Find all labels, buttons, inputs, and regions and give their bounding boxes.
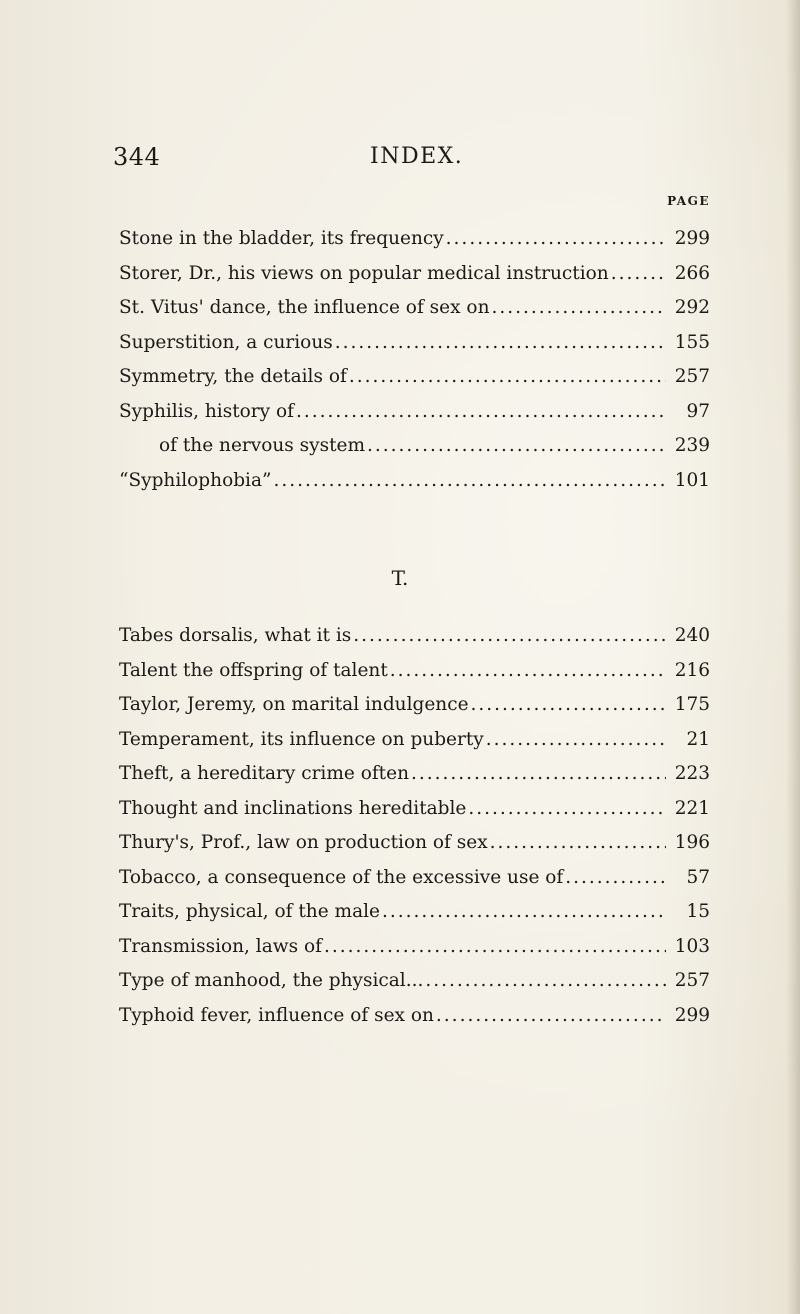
index-entry-page: 196 xyxy=(674,832,710,853)
index-entry-term: Theft, a hereditary crime often xyxy=(119,763,409,784)
dot-leader xyxy=(353,619,666,654)
index-entry-page: 57 xyxy=(686,866,710,888)
index-entry xyxy=(119,861,710,896)
index-entry xyxy=(119,360,710,395)
index-entry-page: 155 xyxy=(674,331,710,353)
index-entry-page: 292 xyxy=(674,297,710,318)
index-entry-term: Taylor, Jeremy, on marital indulgence xyxy=(119,694,469,715)
index-entry-page: 21 xyxy=(686,728,710,750)
index-entry-page: 101 xyxy=(674,469,710,491)
index-entry xyxy=(119,326,710,361)
running-head: INDEX. xyxy=(370,144,464,169)
index-entry-page: 223 xyxy=(674,763,710,784)
index-entry xyxy=(119,464,710,499)
dot-leader xyxy=(335,326,666,361)
index-entry-page: 216 xyxy=(674,659,710,681)
dot-leader xyxy=(491,291,666,326)
index-section-t xyxy=(119,619,710,1033)
index-entry-term: Syphilis, history of xyxy=(119,400,294,422)
index-entry-term: Storer, Dr., his views on popular medical instruction xyxy=(119,262,609,284)
dot-leader xyxy=(390,654,666,689)
dot-leader xyxy=(273,464,666,499)
index-entry xyxy=(119,964,710,999)
index-entry-term: Temperament, its influence on puberty xyxy=(119,728,484,750)
dot-leader xyxy=(411,757,666,792)
index-entry-term: Talent the offspring of talent xyxy=(119,659,388,681)
page-edge-shadow xyxy=(786,0,800,1314)
index-entry xyxy=(119,930,710,965)
index-entry-term: of the nervous system xyxy=(159,435,365,456)
index-entry-term: Symmetry, the details of xyxy=(119,366,347,387)
index-entry-term: Typhoid fever, influence of sex on xyxy=(119,1004,434,1026)
dot-leader xyxy=(446,222,666,257)
page-header xyxy=(113,142,713,172)
dot-leader xyxy=(468,792,666,827)
index-entry-page: 299 xyxy=(674,1004,710,1026)
index-entry xyxy=(119,688,710,723)
index-entry-page: 257 xyxy=(674,970,710,991)
index-entry xyxy=(119,723,710,758)
index-entry-term: Tabes dorsalis, what it is xyxy=(119,625,352,646)
index-entry xyxy=(119,395,710,430)
dot-leader xyxy=(490,826,666,861)
dot-leader xyxy=(425,964,666,999)
index-entry-term: Traits, physical, of the male xyxy=(119,901,380,922)
index-entry-page: 257 xyxy=(674,366,710,387)
page-column-label: PAGE xyxy=(667,194,710,208)
index-entry xyxy=(119,654,710,689)
index-entry xyxy=(119,429,710,464)
index-entry-term: Stone in the bladder, its frequency xyxy=(119,228,444,249)
index-entry-term: St. Vitus' dance, the influence of sex on xyxy=(119,297,490,318)
index-entry-page: 15 xyxy=(686,901,710,922)
index-entry-page: 239 xyxy=(674,435,710,456)
index-entry xyxy=(119,222,710,257)
dot-leader xyxy=(296,395,666,430)
dot-leader xyxy=(611,257,666,292)
index-entry-page: 221 xyxy=(674,797,710,819)
index-entry-page: 266 xyxy=(674,262,710,284)
index-entry-term: Transmission, laws of xyxy=(119,935,322,957)
index-entry xyxy=(119,826,710,861)
index-entry-term: Tobacco, a consequence of the excessive use of xyxy=(119,866,564,888)
index-entry xyxy=(119,895,710,930)
index-entry-page: 240 xyxy=(674,625,710,646)
index-entry xyxy=(119,757,710,792)
page-number: 344 xyxy=(113,143,161,171)
index-entry-page: 299 xyxy=(674,228,710,249)
dot-leader xyxy=(471,688,666,723)
dot-leader xyxy=(436,999,666,1034)
dot-leader xyxy=(486,723,666,758)
index-entry-term: “Syphilophobia” xyxy=(119,469,272,491)
index-entry-term: Thought and inclinations hereditable xyxy=(119,797,467,819)
index-entry-page: 175 xyxy=(674,694,710,715)
index-section-s xyxy=(119,222,710,498)
index-entry xyxy=(119,792,710,827)
dot-leader xyxy=(565,861,666,896)
index-entry-term: Thury's, Prof., law on production of sex xyxy=(119,832,488,853)
dot-leader xyxy=(382,895,666,930)
index-entry xyxy=(119,999,710,1034)
index-entry xyxy=(119,257,710,292)
index-entry xyxy=(119,619,710,654)
index-entry xyxy=(119,291,710,326)
dot-leader xyxy=(324,930,666,965)
dot-leader xyxy=(367,429,666,464)
dot-leader xyxy=(349,360,666,395)
index-entry-term: Superstition, a curious xyxy=(119,331,333,353)
index-entry-page: 103 xyxy=(674,935,710,957)
index-entry-term: Type of manhood, the physical... xyxy=(119,970,424,991)
section-letter-t: T. xyxy=(391,566,409,590)
index-entry-page: 97 xyxy=(686,400,710,422)
